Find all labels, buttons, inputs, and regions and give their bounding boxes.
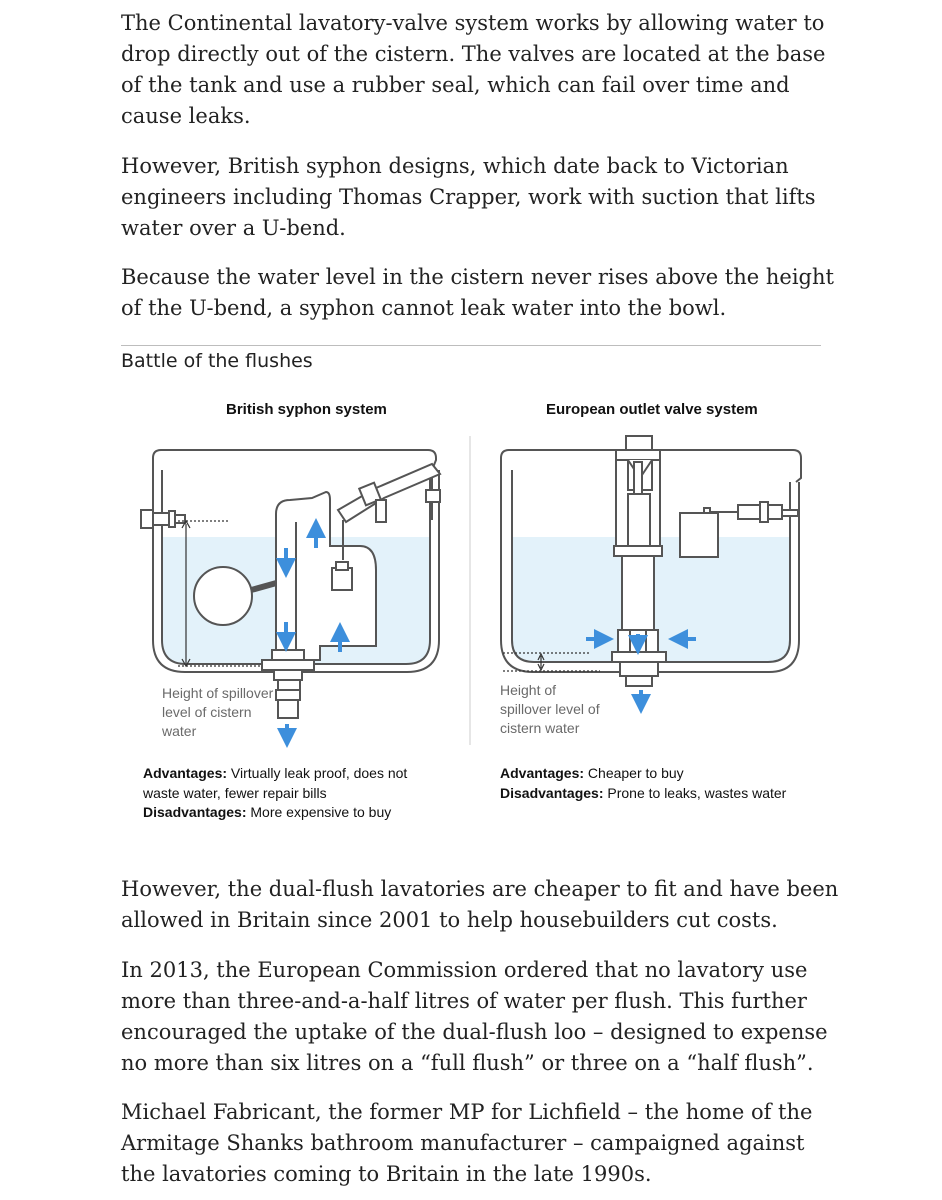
- british-note-line-3: water: [162, 723, 197, 739]
- european-note-line-2: spillover level of: [500, 701, 600, 717]
- british-disadvantages-text: More expensive to buy: [246, 804, 392, 820]
- british-spillover-note: [162, 684, 273, 741]
- european-panel-title: European outlet valve system: [546, 401, 758, 418]
- article-paragraph-3: Because the water level in the cistern never rises above the height of the U-bend, a syphon cannot leak water into the bowl.: [121, 265, 834, 320]
- european-disadvantages-text: Prone to leaks, wastes water: [603, 784, 787, 801]
- british-note-line-2: level of cistern: [162, 704, 252, 720]
- british-pros-cons: [143, 764, 407, 823]
- european-note-line-3: cistern water: [500, 720, 580, 736]
- british-panel-title: British syphon system: [226, 401, 387, 418]
- figure-title: Battle of the flushes: [121, 350, 313, 372]
- european-advantages-text: Cheaper to buy: [584, 765, 684, 781]
- article-paragraph-2: However, British syphon designs, which date back to Victorian engineers including Thomas Crapper, work with suction that lifts water over a U-bend.: [121, 154, 816, 240]
- british-note-line-1: Height of spillover: [162, 685, 274, 701]
- british-inlet-valve: [141, 510, 185, 528]
- european-spillover-note: [500, 681, 600, 738]
- article-paragraph-4: However, the dual-flush lavatories are cheaper to fit and have been allowed in Britain since 2001 to help housebuilders cut costs.: [121, 877, 839, 932]
- european-note-line-1: Height of: [500, 682, 557, 698]
- british-syphon: [276, 492, 376, 660]
- article-paragraph-1: The Continental lavatory-valve system works by allowing water to drop directly out of the cistern. The valves are located at the base of the tank and use a rubber seal, which can fail over time and cause leaks.: [121, 11, 826, 128]
- british-disadvantages-label: Disadvantages:: [143, 804, 247, 820]
- european-pros-cons: [500, 764, 786, 803]
- british-advantages-text-2: waste water, fewer repair bills: [143, 784, 327, 801]
- european-advantages-label: Advantages:: [500, 765, 585, 781]
- british-advantages-label: Advantages:: [143, 765, 228, 781]
- article-paragraph-6: Michael Fabricant, the former MP for Lichfield – the home of the Armitage Shanks bathroom manufacturer – campaigned against the lavatories coming to Britain in the late 1990s.: [121, 1100, 813, 1186]
- european-disadvantages-label: Disadvantages:: [500, 784, 604, 801]
- british-lever: [338, 464, 440, 522]
- british-advantages-text-1: Virtually leak proof, does not: [227, 765, 408, 781]
- article-paragraph-5: In 2013, the European Commission ordered that no lavatory use more than three-and-a-half litres of water per flush. This further encouraged the uptake of the dual-flush loo – designed to expense no more than six litres on a “full flush” or three on a “half flush”.: [121, 958, 828, 1075]
